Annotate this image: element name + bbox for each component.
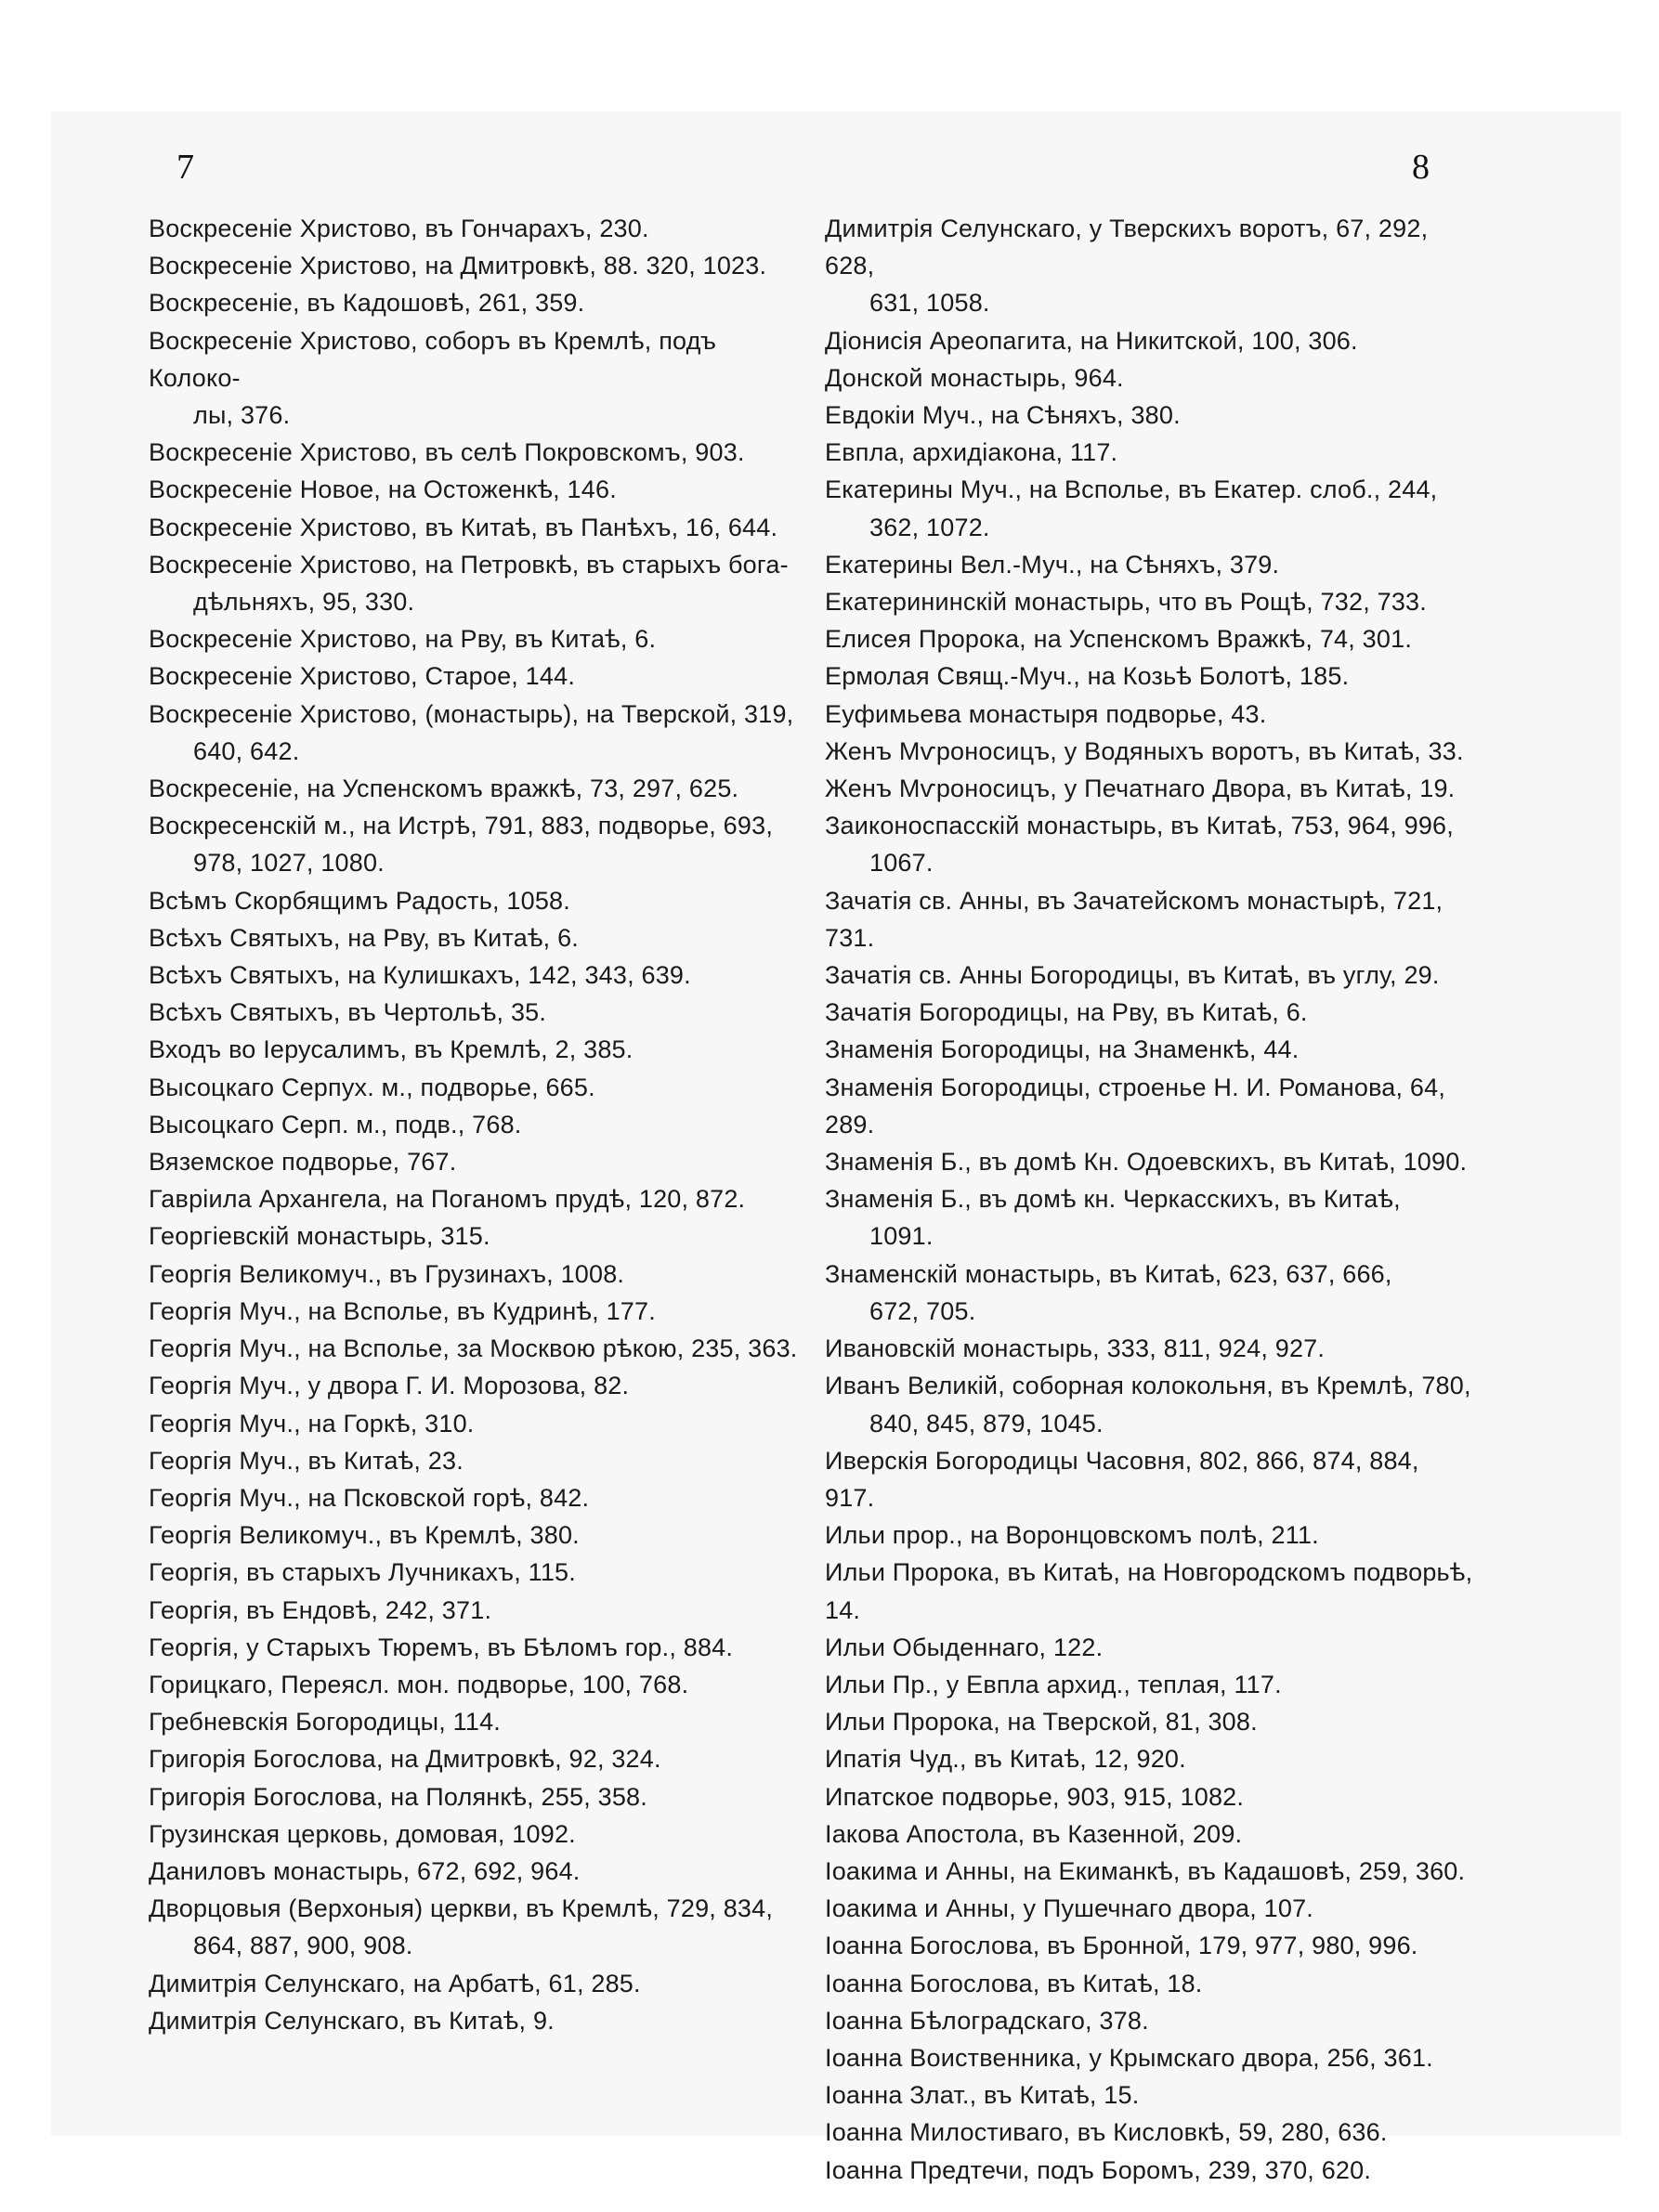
index-entry (825, 1143, 1475, 1180)
entry-line: Іоакима и Анны, у Пушечнаго двора, 107. (825, 1894, 1313, 1923)
entry-line: Ильи прор., на Воронцовскомъ полѣ, 211. (825, 1521, 1319, 1550)
index-entry (825, 359, 1475, 397)
entry-line: Всѣхъ Святыхъ, въ Чертольѣ, 35. (149, 998, 547, 1027)
index-entry (825, 1778, 1475, 1815)
entry-line: Ильи Обыденнаго, 122. (825, 1633, 1104, 1661)
index-entry (825, 2039, 1475, 2076)
index-entry (149, 546, 799, 620)
entry-line: Всѣмъ Скорбящимъ Радость, 1058. (149, 886, 570, 915)
entry-line: Дворцовыя (Верхоныя) церкви, въ Кремлѣ, 729, 834, (149, 1894, 774, 1923)
entry-line: Воскресеніе Христово, въ Гончарахъ, 230. (149, 215, 649, 242)
index-entry (149, 807, 799, 881)
index-entry (825, 1069, 1475, 1143)
index-entry (825, 2002, 1475, 2039)
entry-line: Знаменскій монастырь, въ Китаѣ, 623, 637, 666, (825, 1259, 1392, 1288)
entry-continuation: 631, 1058. (869, 289, 990, 318)
index-entry (149, 1143, 799, 1180)
entry-line: Георгіевскій монастырь, 315. (149, 1222, 490, 1251)
entry-continuation: 1067. (869, 849, 934, 878)
index-entry (825, 1703, 1475, 1740)
index-entry (825, 807, 1475, 881)
index-entry (825, 583, 1475, 620)
entry-line: Ипатія Чуд., въ Китаѣ, 12, 920. (825, 1745, 1186, 1774)
entry-line: Воскресеніе Новое, на Остоженкѣ, 146. (149, 475, 617, 504)
entry-line: Іакова Апостола, въ Казенной, 209. (825, 1819, 1243, 1848)
entry-line: Екатерининскій монастырь, что въ Рощѣ, 732, 733. (825, 588, 1427, 617)
index-entry (825, 1890, 1475, 1927)
entry-continuation: 1091. (869, 1222, 934, 1251)
entry-line: Воскресеніе Христово, на Дмитровкѣ, 88. 320, 1023. (149, 252, 767, 280)
entry-line: Знаменія Богородицы, строенье Н. И. Романова, 64, 289. (825, 1073, 1446, 1139)
index-entry (149, 1815, 799, 1853)
index-entry (825, 956, 1475, 994)
index-entry (825, 994, 1475, 1031)
index-entry (149, 1890, 799, 1964)
entry-line: Ильи Пророка, на Тверской, 81, 308. (825, 1708, 1258, 1737)
index-entry (149, 284, 799, 321)
entry-line: Входъ во Іерусалимъ, въ Кремлѣ, 2, 385. (149, 1035, 634, 1064)
index-entry (825, 210, 1475, 322)
index-entry (149, 1629, 799, 1666)
index-entry (825, 1965, 1475, 2002)
index-entry (149, 657, 799, 695)
entry-line: Георгія, у Старыхъ Тюремъ, въ Бѣломъ гор., 884. (149, 1633, 734, 1661)
entry-line: Георгія Муч., въ Китаѣ, 23. (149, 1446, 464, 1475)
entry-line: Іоанна Воиственника, у Крымскаго двора, 256, 361. (825, 2043, 1433, 2072)
index-entry (149, 770, 799, 807)
entry-line: Гребневскія Богородицы, 114. (149, 1708, 501, 1737)
index-entry (825, 471, 1475, 545)
entry-line: Георгія Великомуч., въ Грузинахъ, 1008. (149, 1259, 625, 1288)
entry-continuation: 672, 705. (869, 1296, 976, 1325)
index-entry (149, 471, 799, 508)
index-entry (149, 1554, 799, 1591)
page-number-right: 8 (1412, 148, 1430, 187)
entry-line: Іоанна Злат., въ Китаѣ, 15. (825, 2081, 1140, 2110)
index-entry (825, 2152, 1475, 2189)
index-entry (825, 1666, 1475, 1703)
entry-line: Заиконоспасскій монастырь, въ Китаѣ, 753, 964, 996, (825, 812, 1454, 840)
index-entry (149, 1106, 799, 1143)
entry-line: Георгія Муч., на Горкѣ, 310. (149, 1409, 475, 1438)
entry-line: Воскресеніе, въ Кадошовѣ, 261, 359. (149, 289, 585, 318)
entry-line: Іоанна Богослова, въ Китаѣ, 18. (825, 1969, 1203, 1997)
index-entry (825, 770, 1475, 807)
entry-line: Женъ Мѵроносицъ, у Водяныхъ воротъ, въ Китаѣ, 33. (825, 736, 1464, 765)
index-entry (149, 1479, 799, 1516)
index-entry (149, 322, 799, 435)
entry-continuation: лы, 376. (193, 401, 291, 430)
index-column-left (149, 210, 799, 2039)
index-entry (149, 1703, 799, 1740)
entry-line: Ильи Пророка, въ Китаѣ, на Новгородскомъ подворьѣ, 14. (825, 1558, 1473, 1624)
index-entry (825, 657, 1475, 695)
index-entry (825, 322, 1475, 359)
entry-line: Георгія, въ Ендовѣ, 242, 371. (149, 1595, 492, 1624)
index-entry (825, 1927, 1475, 1964)
entry-line: Воскресеніе Христово, (монастырь), на Тверской, 319, (149, 699, 794, 728)
entry-line: Евдокіи Муч., на Сѣняхъ, 380. (825, 401, 1181, 430)
entry-line: Гавріила Архангела, на Поганомъ прудѣ, 120, 872. (149, 1185, 746, 1214)
entry-line: Высоцкаго Серпух. м., подворье, 665. (149, 1073, 595, 1101)
entry-line: Георгія Великомуч., въ Кремлѣ, 380. (149, 1521, 580, 1550)
entry-line: Воскресеніе Христово, въ селѣ Покровскомъ, 903. (149, 438, 745, 467)
index-entry (149, 1293, 799, 1330)
index-entry (825, 882, 1475, 956)
entry-continuation: 640, 642. (193, 736, 300, 765)
index-entry (149, 1853, 799, 1890)
entry-line: Георгія Муч., у двора Г. И. Морозова, 82. (149, 1372, 630, 1400)
index-entry (149, 509, 799, 546)
entry-line: Знаменія Богородицы, на Знаменкѣ, 44. (825, 1035, 1300, 1064)
index-entry (149, 1592, 799, 1629)
entry-line: Вяземское подворье, 767. (149, 1148, 457, 1177)
index-entry (149, 1516, 799, 1554)
index-entry (149, 210, 799, 247)
entry-line: Іоанна Бѣлоградскаго, 378. (825, 2006, 1149, 2035)
index-entry (149, 434, 799, 471)
entry-line: Воскресеніе Христово, на Рву, въ Китаѣ, 6. (149, 625, 657, 654)
index-entry (825, 1031, 1475, 1068)
index-entry (149, 994, 799, 1031)
entry-line: Донской монастырь, 964. (825, 363, 1124, 392)
index-entry (825, 434, 1475, 471)
entry-line: Георгія Муч., на Псковской горѣ, 842. (149, 1483, 590, 1512)
entry-line: Евпла, архидіакона, 117. (825, 438, 1118, 467)
entry-line: Воскресенскій м., на Истрѣ, 791, 883, подворье, 693, (149, 812, 774, 840)
index-entry (825, 2114, 1475, 2151)
index-entry (149, 1256, 799, 1293)
entry-line: Зачатія Богородицы, на Рву, въ Китаѣ, 6. (825, 998, 1308, 1027)
entry-line: Всѣхъ Святыхъ, на Кулишкахъ, 142, 343, 639. (149, 961, 691, 990)
index-entry (149, 1666, 799, 1703)
entry-line: Екатерины Муч., на Всполье, въ Екатер. слоб., 244, (825, 475, 1438, 504)
entry-line: Знаменія Б., въ домѣ Кн. Одоевскихъ, въ Китаѣ, 1090. (825, 1148, 1468, 1177)
entry-line: Димитрія Селунскаго, на Арбатѣ, 61, 285. (149, 1969, 641, 1997)
index-entry (825, 733, 1475, 770)
entry-line: Воскресеніе Христово, въ Китаѣ, въ Панѣхъ, 16, 644. (149, 513, 778, 541)
entry-line: Иванъ Великій, соборная колокольня, въ Кремлѣ, 780, (825, 1372, 1471, 1400)
entry-line: Воскресеніе Христово, на Петровкѣ, въ старыхъ бога- (149, 550, 789, 579)
index-entry (149, 882, 799, 919)
entry-line: Діонисія Ареопагита, на Никитской, 100, 306. (825, 326, 1358, 355)
index-entry (149, 1069, 799, 1106)
index-column-right (825, 210, 1475, 2189)
index-entry (825, 620, 1475, 657)
index-entry (825, 1740, 1475, 1777)
entry-line: Георгія, въ старыхъ Лучникахъ, 115. (149, 1558, 576, 1587)
index-entry (149, 1031, 799, 1068)
entry-line: Иверскія Богородицы Часовня, 802, 866, 874, 884, 917. (825, 1446, 1419, 1512)
entry-line: Еуфимьева монастыря подворье, 43. (825, 699, 1267, 728)
index-entry (149, 1740, 799, 1777)
index-entry (825, 2076, 1475, 2114)
entry-line: Елисея Пророка, на Успенскомъ Вражкѣ, 74, 301. (825, 625, 1413, 654)
entry-continuation: 978, 1027, 1080. (193, 849, 385, 878)
index-entry (149, 919, 799, 956)
index-entry (149, 620, 799, 657)
index-entry (149, 696, 799, 770)
index-entry (149, 1180, 799, 1217)
entry-continuation: 840, 845, 879, 1045. (869, 1409, 1104, 1438)
index-entry (149, 1442, 799, 1479)
entry-line: Зачатія св. Анны, въ Зачатейскомъ монастырѣ, 721, 731. (825, 886, 1443, 952)
index-entry (825, 546, 1475, 583)
entry-line: Знаменія Б., въ домѣ кн. Черкасскихъ, въ Китаѣ, (825, 1185, 1401, 1214)
entry-line: Горицкаго, Переясл. мон. подворье, 100, 768. (149, 1670, 689, 1698)
entry-line: Іоанна Предтечи, подъ Боромъ, 239, 370, 620. (825, 2155, 1372, 2184)
entry-line: Димитрія Селунскаго, у Тверскихъ воротъ, 67, 292, 628, (825, 215, 1429, 280)
index-entry (825, 1629, 1475, 1666)
entry-line: Ипатское подворье, 903, 915, 1082. (825, 1782, 1245, 1811)
entry-line: Георгія Муч., на Всполье, въ Кудринѣ, 177. (149, 1296, 656, 1325)
entry-line: Даниловъ монастырь, 672, 692, 964. (149, 1856, 581, 1885)
entry-continuation: дѣльняхъ, 95, 330. (193, 588, 415, 617)
entry-line: Іоанна Милостиваго, въ Кисловкѣ, 59, 280, 636. (825, 2118, 1388, 2147)
entry-line: Всѣхъ Святыхъ, на Рву, въ Китаѣ, 6. (149, 923, 580, 952)
entry-continuation: 864, 887, 900, 908. (193, 1932, 413, 1960)
entry-line: Григорія Богослова, на Полянкѣ, 255, 358. (149, 1782, 647, 1811)
entry-continuation: 362, 1072. (869, 513, 990, 541)
index-entry (149, 1965, 799, 2002)
index-entry (825, 1815, 1475, 1853)
entry-line: Женъ Мѵроносицъ, у Печатнаго Двора, въ Китаѣ, 19. (825, 774, 1456, 803)
entry-line: Іоакима и Анны, на Екиманкѣ, въ Кадашовѣ, 259, 360. (825, 1856, 1466, 1885)
entry-line: Іоанна Богослова, въ Бронной, 179, 977, 980, 996. (825, 1932, 1418, 1960)
index-entry (149, 1778, 799, 1815)
entry-line: Екатерины Вел.-Муч., на Сѣняхъ, 379. (825, 550, 1280, 579)
entry-line: Ивановскій монастырь, 333, 811, 924, 927. (825, 1334, 1326, 1363)
entry-line: Воскресеніе Христово, соборъ въ Кремлѣ, подъ Колоко- (149, 326, 717, 392)
index-entry (825, 1554, 1475, 1628)
entry-line: Ильи Пр., у Евпла архид., теплая, 117. (825, 1670, 1282, 1698)
index-entry (825, 1367, 1475, 1441)
entry-line: Высоцкаго Серп. м., подв., 768. (149, 1110, 522, 1139)
entry-line: Георгія Муч., на Всполье, за Москвою рѣкою, 235, 363. (149, 1334, 798, 1363)
index-entry (149, 247, 799, 284)
entry-line: Грузинская церковь, домовая, 1092. (149, 1819, 576, 1848)
entry-line: Ермолая Свящ.-Муч., на Козьѣ Болотѣ, 185. (825, 662, 1350, 691)
entry-line: Воскресеніе, на Успенскомъ вражкѣ, 73, 297, 625. (149, 774, 739, 803)
index-entry (825, 1330, 1475, 1367)
index-entry (825, 1256, 1475, 1330)
page-number-left: 7 (176, 148, 194, 187)
entry-line: Зачатія св. Анны Богородицы, въ Китаѣ, въ углу, 29. (825, 961, 1440, 990)
index-entry (825, 696, 1475, 733)
index-entry (149, 2002, 799, 2039)
index-entry (825, 1180, 1475, 1255)
index-entry (149, 1330, 799, 1367)
index-entry (149, 1405, 799, 1442)
index-entry (825, 1853, 1475, 1890)
index-entry (149, 1217, 799, 1255)
index-entry (149, 1367, 799, 1404)
index-entry (825, 1516, 1475, 1554)
entry-line: Воскресеніе Христово, Старое, 144. (149, 662, 576, 691)
index-entry (149, 956, 799, 994)
entry-line: Григорія Богослова, на Дмитровкѣ, 92, 324. (149, 1745, 661, 1774)
entry-line: Димитрія Селунскаго, въ Китаѣ, 9. (149, 2006, 555, 2035)
index-entry (825, 1442, 1475, 1516)
index-entry (825, 397, 1475, 434)
